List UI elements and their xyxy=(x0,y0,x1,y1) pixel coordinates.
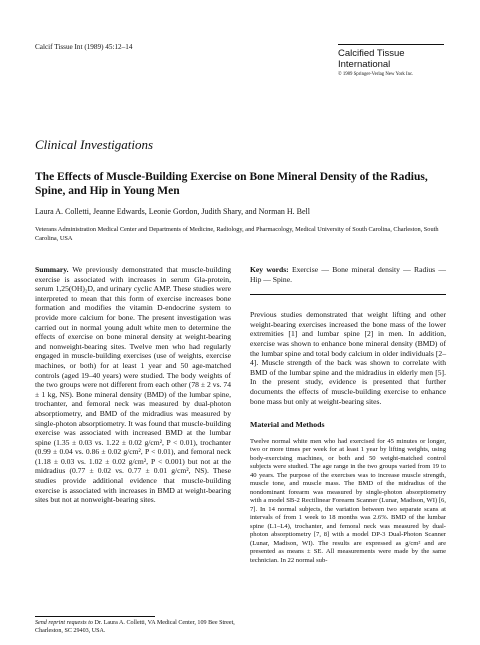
masthead-rule xyxy=(338,44,444,45)
article-title: The Effects of Muscle-Building Exercise on Bone Mineral Density of the Radius, Spine, and Hip in Young Men xyxy=(35,171,428,197)
affiliation: Veterans Administration Medical Center and Departments of Medicine, Radiology, and Pharmacology, Medical University of South Carolina, Charleston, South Carolina, USA xyxy=(35,226,439,242)
summary-column xyxy=(35,265,231,505)
copyright-notice: © 1989 Springer-Verlag New York Inc. xyxy=(338,72,414,77)
right-column xyxy=(250,265,446,565)
footnote xyxy=(35,620,235,635)
journal-name-line2: International xyxy=(338,59,391,70)
intro-paragraph: Previous studies demonstrated that weight lifting and other weight-bearing exercises increased the bone mass of the lower extremities [1] and lumbar spine [2] in men. In addition, exercise was shown to enhance bone mineral density (BMD) of the lumbar spine and total body calcium in older individuals [2–4]. Muscle strength of the back was shown to correlate with BMD of the lumbar spine and the midradius in elderly men [5]. In the present study, evidence is presented that further documents the effects of muscle-building exercise to enhance bone mass but only at weight-bearing sites. xyxy=(250,310,446,406)
author-list: Laura A. Colletti, Jeanne Edwards, Leonie Gordon, Judith Shary, and Norman H. Bell xyxy=(35,207,310,216)
footnote-rule xyxy=(35,616,155,617)
keywords-text: Exercise — Bone mineral density — Radius — Hip — Spine. xyxy=(250,265,446,284)
journal-masthead xyxy=(338,44,444,77)
methods-heading: Material and Methods xyxy=(250,420,325,430)
methods-paragraph: Twelve normal white men who had exercised for 45 minutes or longer, two or more times per week for at least 1 year by lifting weights, using body-exercising machines, or both and 50 weight-matched control subjects were studied. The age range in the two groups varied from 19 to 40 years. The purpose of the exercises was to increase muscle strength, muscle tone, and muscle mass. The BMD of the midradius of the nondominant forearm was measured by single-photon absorptiometry with a model SB-2 Rectilinear Forearm Scanner (Lunar, Madison, WI) [6, 7]. In 14 normal subjects, the variation between two separate scans at intervals of from 1 week to 18 months was 2.6%. BMD of the lumbar spine (L1–L4), trochanter, and femoral neck was measured by dual-photon absorptiometry [7, 8] with a model DP-3 Dual-Photon Scanner (Lunar, Madison, WI). The results are expressed as g/cm² and are presented as means ± SE. All measurements were made by the same technician. In 22 normal sub- xyxy=(250,437,446,564)
keywords-heading: Key words: xyxy=(250,265,289,274)
summary-text: We previously demonstrated that muscle-building exercise is associated with increases in serum Gla-protein, serum 1,25(OH)₂D, and urinary cyclic AMP. These studies were interpreted to mean that this form of exercise increases bone formation and modifies the vitamin D-endocrine system to provide more calcium for bone. The present investigation was carried out in normal young adult white men to determine the effects of exercise on bone mineral density at weight-bearing and nonweight-bearing sites. Twelve men who had regularly engaged in muscle-building exercises (use of weights, exercise machines, or both) for at least 1 year and 50 age-matched controls (aged 19–40 years) were studied. The body weights of the two groups were not different from each other (78 ± 2 vs. 74 ± 1 kg, NS). Bone mineral density (BMD) of the lumbar spine, trochanter, and femoral neck was measured by dual-photon absorptiometry, and BMD of the midradius was measured by single-photon absorptiometry. It was found that muscle-building exercise was associated with increased BMD at the lumbar spine (1.35 ± 0.03 vs. 1.22 ± 0.02 g/cm², P < 0.01), trochanter (0.99 ± 0.04 vs. 0.86 ± 0.02 g/cm², P < 0.01), and femoral neck (1.18 ± 0.03 vs. 1.02 ± 0.02 g/cm², P < 0.001) but not at the midradius (0.77 ± 0.02 vs. 0.77 ± 0.01 g/cm², NS). These studies provide additional evidence that muscle-building exercise is associated with increases in BMD at weight-bearing sites but not at nonweight-bearing sites. xyxy=(35,265,231,505)
summary-heading: Summary. xyxy=(35,265,69,274)
keywords xyxy=(250,265,446,284)
keywords-rule xyxy=(250,294,446,295)
section-label: Clinical Investigations xyxy=(35,137,154,152)
footnote-text: Dr. Laura A. Colletti, VA Medical Center, 109 Bee Street, Charleston, SC 29403, USA. xyxy=(35,620,235,634)
footnote-lead: Send reprint requests to xyxy=(35,620,93,626)
journal-name-line1: Calcified Tissue xyxy=(338,48,405,59)
journal-citation: Calcif Tissue Int (1989) 45:12–14 xyxy=(35,43,133,51)
